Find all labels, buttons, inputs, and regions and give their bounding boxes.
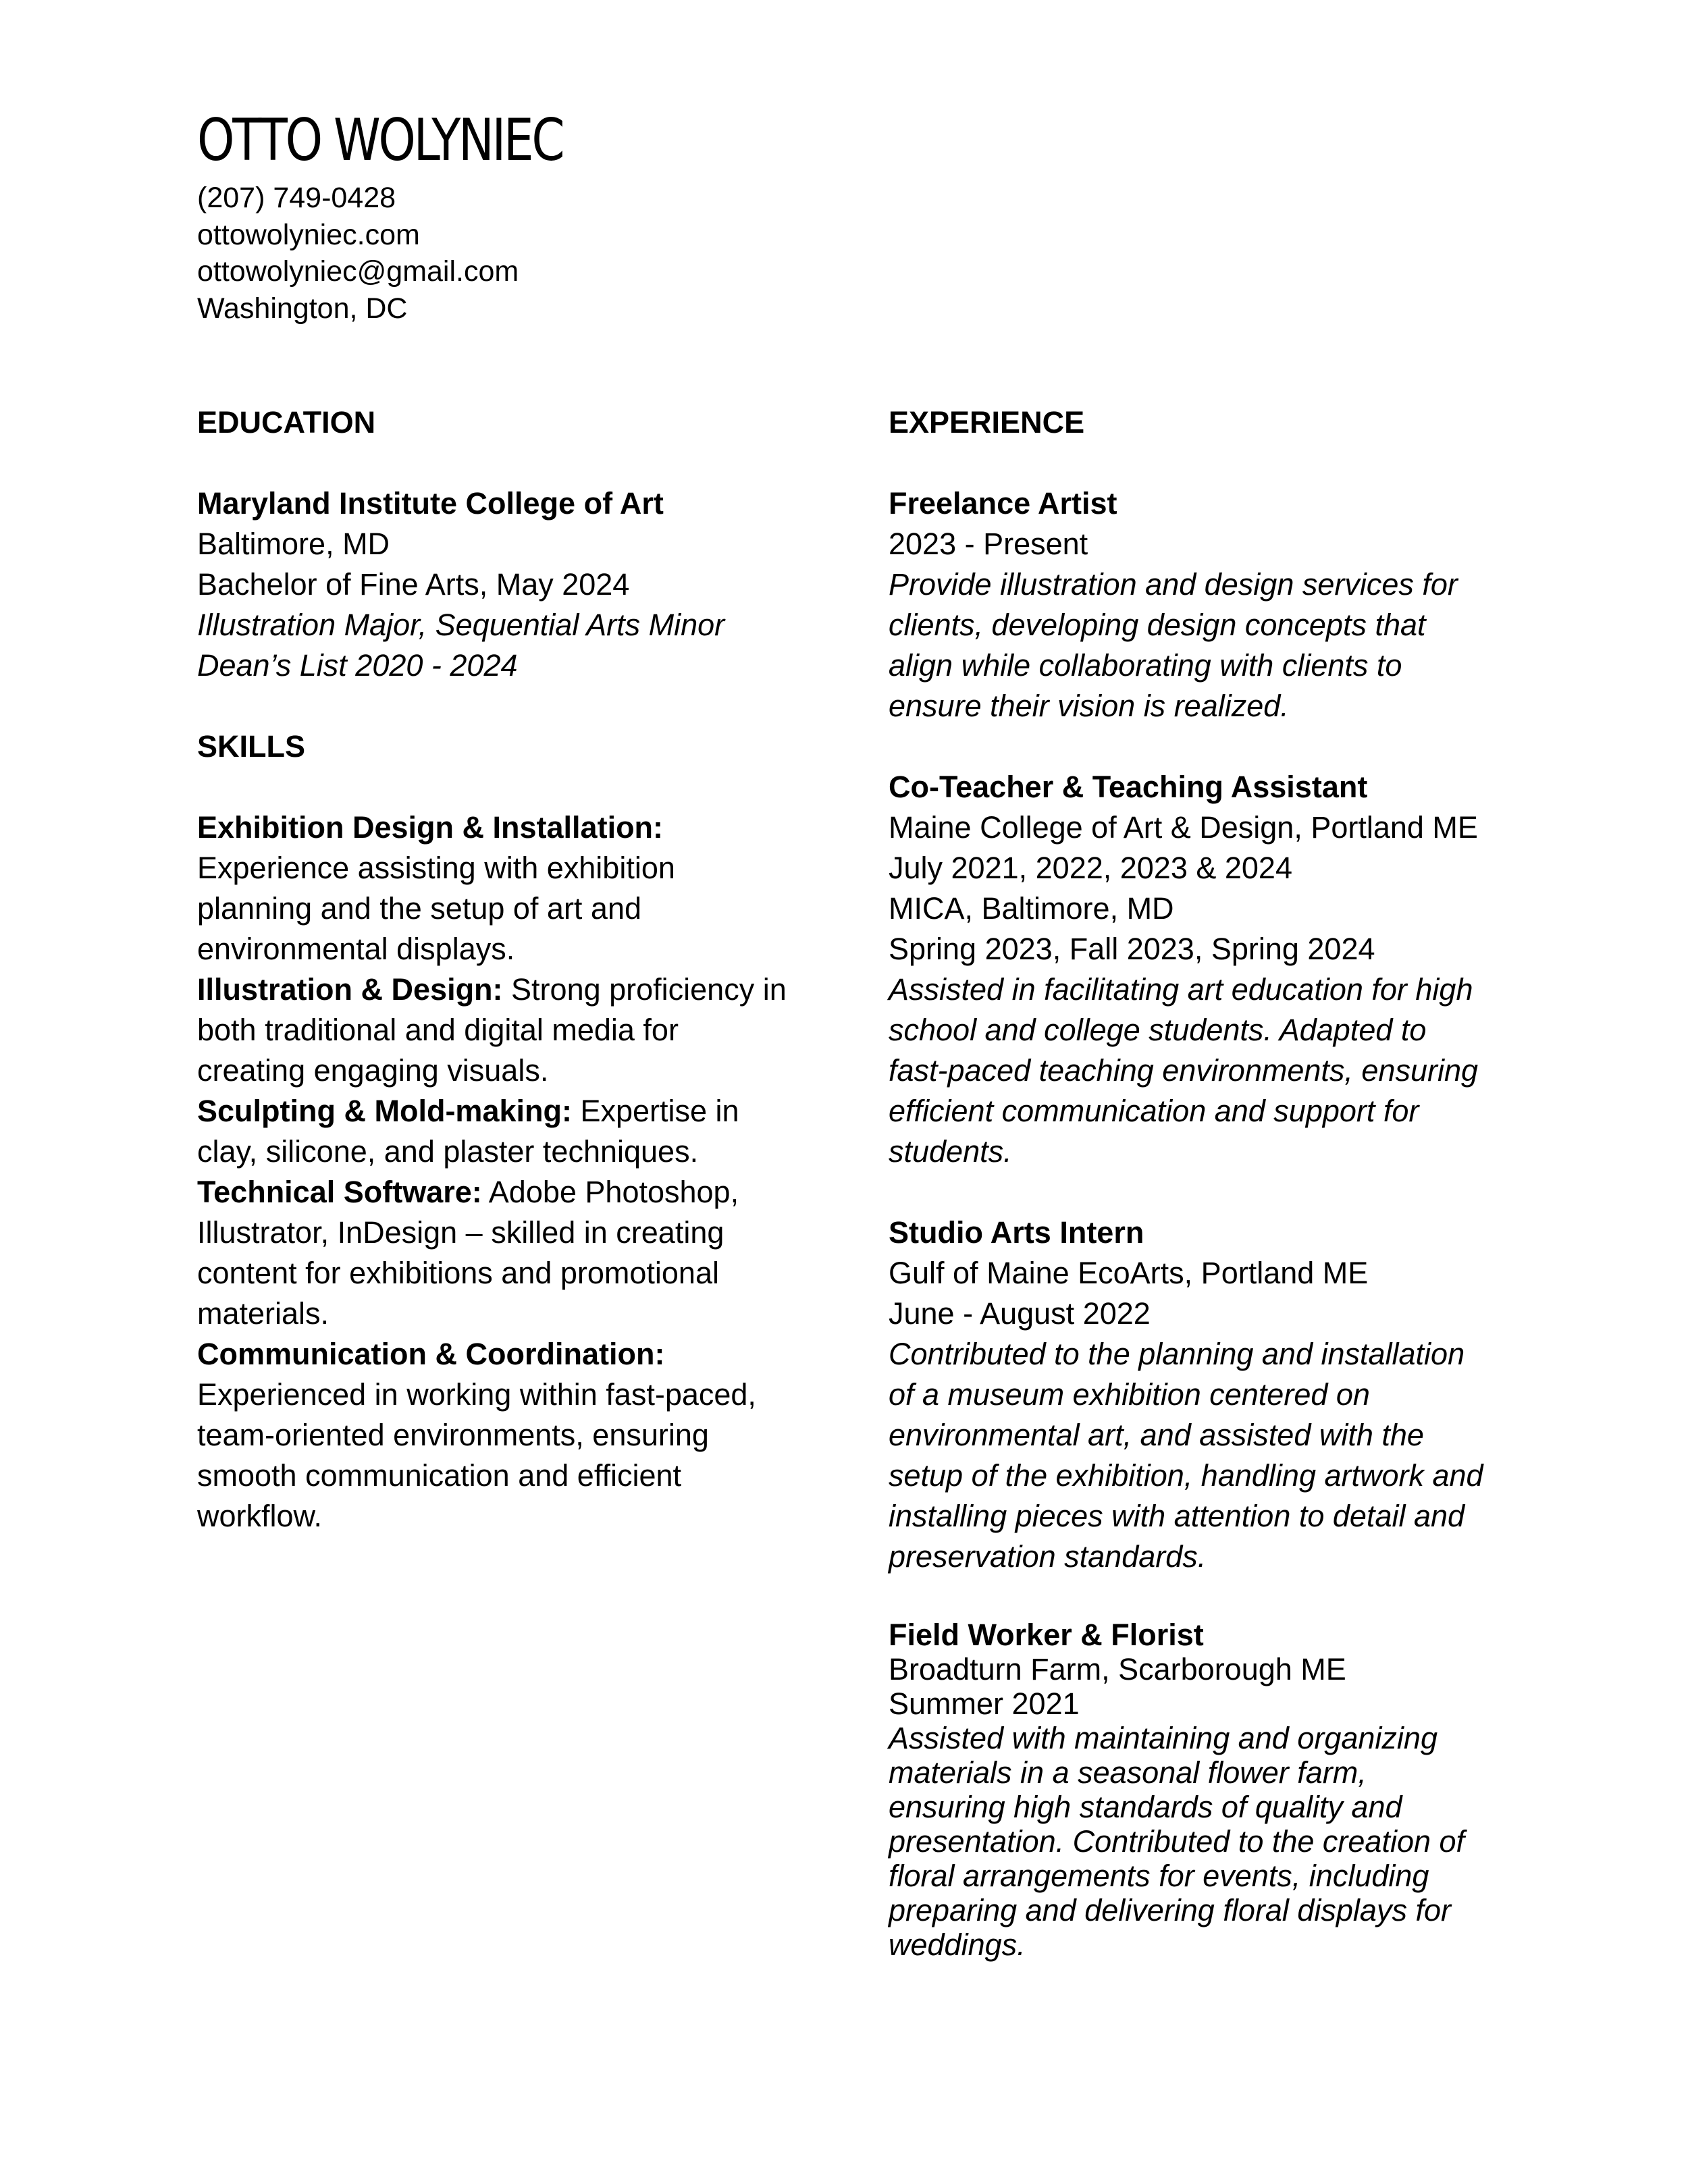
right-column — [889, 402, 1564, 1962]
skill-line — [197, 1050, 805, 1091]
skill-line — [197, 888, 805, 929]
skill-line — [197, 1334, 805, 1375]
skills-list — [197, 807, 805, 1537]
skill-line — [197, 1415, 805, 1456]
contact-info — [197, 180, 519, 327]
skill-text: Strong proficiency in — [502, 972, 787, 1007]
job-detail: Gulf of Maine EcoArts, Portland ME — [889, 1256, 1369, 1290]
job-entry — [889, 1213, 1564, 1577]
skill-line — [197, 1172, 805, 1213]
job-description-line: efficient communication and support for — [889, 1094, 1419, 1128]
job-description-line: school and college students. Adapted to — [889, 1013, 1427, 1047]
job-title: Co-Teacher & Teaching Assistant — [889, 770, 1368, 804]
skill-text: Illustrator, InDesign – skilled in creating — [197, 1215, 724, 1250]
skill-line — [197, 848, 805, 888]
job-detail: Summer 2021 — [889, 1686, 1080, 1721]
skill-label: Sculpting & Mold-making: — [197, 1094, 572, 1128]
skill-line — [197, 1375, 805, 1415]
job-description-line: preparing and delivering floral displays for — [889, 1893, 1451, 1927]
job-description-line: materials in a seasonal flower farm, — [889, 1755, 1367, 1790]
experience-list — [889, 483, 1564, 1962]
skill-line — [197, 929, 805, 969]
job-description-line: fast-paced teaching environments, ensuring — [889, 1053, 1479, 1088]
job-entry — [889, 767, 1564, 1172]
skills-heading: SKILLS — [197, 729, 306, 764]
degree: Bachelor of Fine Arts, May 2024 — [197, 567, 630, 602]
website-link[interactable]: ottowolyniec.com — [197, 218, 420, 251]
skill-line — [197, 1253, 805, 1294]
school-city: Baltimore, MD — [197, 527, 390, 561]
major-minor: Illustration Major, Sequential Arts Minor — [197, 608, 725, 642]
skill-label: Exhibition Design & Installation: — [197, 810, 664, 845]
job-description-line: environmental art, and assisted with the — [889, 1418, 1424, 1452]
job-description-line: Assisted in facilitating art education for high — [889, 972, 1473, 1007]
job-detail: Spring 2023, Fall 2023, Spring 2024 — [889, 932, 1375, 966]
skill-line — [197, 1496, 805, 1537]
job-title: Field Worker & Florist — [889, 1618, 1204, 1652]
job-description-line: Provide illustration and design services for — [889, 567, 1458, 602]
job-description-line: installing pieces with attention to detail and — [889, 1499, 1465, 1533]
school-name: Maryland Institute College of Art — [197, 486, 664, 521]
job-entry — [889, 483, 1564, 726]
skill-text: Expertise in — [571, 1094, 739, 1128]
job-description-line: of a museum exhibition centered on — [889, 1377, 1370, 1412]
job-description-line: setup of the exhibition, handling artwork and — [889, 1458, 1483, 1493]
skill-line — [197, 807, 805, 848]
job-detail: Broadturn Farm, Scarborough ME — [889, 1652, 1346, 1686]
left-column — [197, 402, 805, 1537]
skill-label: Communication & Coordination: — [197, 1337, 665, 1371]
skill-text: smooth communication and efficient — [197, 1458, 682, 1493]
skill-line — [197, 1131, 805, 1172]
skill-text: content for exhibitions and promotional — [197, 1256, 719, 1290]
skill-text: workflow. — [197, 1499, 323, 1533]
honors: Dean’s List 2020 - 2024 — [197, 648, 518, 683]
job-description-line: Assisted with maintaining and organizing — [889, 1721, 1438, 1755]
skill-text: Adobe Photoshop, — [481, 1175, 739, 1209]
skill-text: environmental displays. — [197, 932, 515, 966]
skill-line — [197, 1294, 805, 1334]
job-description-line: preservation standards. — [889, 1539, 1207, 1574]
job-description-line: align while collaborating with clients to — [889, 648, 1402, 683]
job-description-line: students. — [889, 1134, 1012, 1169]
job-description-line: ensuring high standards of quality and — [889, 1790, 1402, 1824]
skill-text: both traditional and digital media for — [197, 1013, 679, 1047]
job-description-line: floral arrangements for events, including — [889, 1859, 1429, 1893]
skill-text: materials. — [197, 1296, 329, 1331]
job-title: Studio Arts Intern — [889, 1215, 1144, 1250]
skill-line — [197, 969, 805, 1010]
job-description-line: Contributed to the planning and installation — [889, 1337, 1465, 1371]
education-heading: EDUCATION — [197, 405, 376, 440]
skill-line — [197, 1091, 805, 1131]
job-detail: MICA, Baltimore, MD — [889, 891, 1174, 926]
skill-label: Technical Software: — [197, 1175, 482, 1209]
skill-text: Experienced in working within fast-paced, — [197, 1377, 756, 1412]
skill-line — [197, 1010, 805, 1050]
job-detail: July 2021, 2022, 2023 & 2024 — [889, 851, 1292, 885]
job-title: Freelance Artist — [889, 486, 1117, 521]
job-description-line: presentation. Contributed to the creation of — [889, 1824, 1465, 1859]
skill-text: clay, silicone, and plaster techniques. — [197, 1134, 699, 1169]
skill-text: creating engaging visuals. — [197, 1053, 549, 1088]
skill-text: team-oriented environments, ensuring — [197, 1418, 709, 1452]
job-detail: Maine College of Art & Design, Portland ME — [889, 810, 1478, 845]
job-detail: June - August 2022 — [889, 1296, 1151, 1331]
location: Washington, DC — [197, 292, 408, 325]
job-description-line: weddings. — [889, 1927, 1026, 1962]
skill-text: planning and the setup of art and — [197, 891, 642, 926]
experience-heading: EXPERIENCE — [889, 405, 1085, 440]
skill-text: Experience assisting with exhibition — [197, 851, 675, 885]
email-link[interactable]: ottowolyniec@gmail.com — [197, 255, 519, 288]
job-detail: 2023 - Present — [889, 527, 1088, 561]
job-description-line: ensure their vision is realized. — [889, 689, 1289, 723]
skill-line — [197, 1213, 805, 1253]
job-description-line: clients, developing design concepts that — [889, 608, 1426, 642]
skill-label: Illustration & Design: — [197, 972, 503, 1007]
job-entry — [889, 1618, 1564, 1962]
candidate-name: OTTO WOLYNIEC — [197, 107, 563, 174]
skill-line — [197, 1456, 805, 1496]
phone-number: (207) 749-0428 — [197, 182, 396, 214]
